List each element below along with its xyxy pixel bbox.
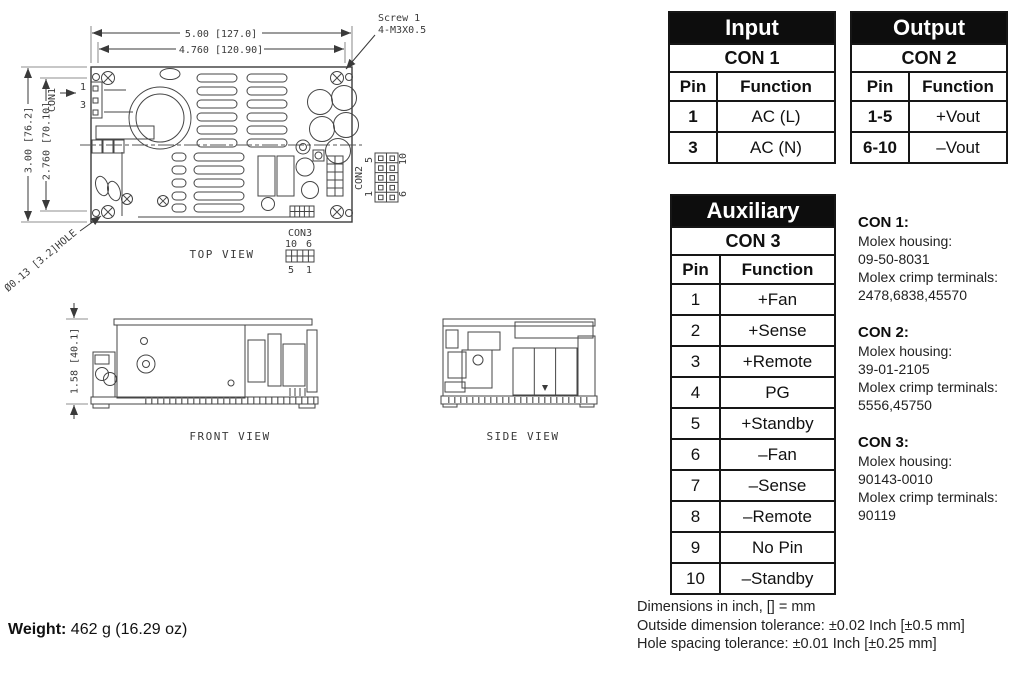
- con1-pin-1: 1: [79, 82, 87, 93]
- info-line: 09-50-8031: [858, 251, 930, 267]
- weight-label: Weight:: [8, 621, 67, 638]
- front-view-caption: FRONT VIEW: [189, 430, 271, 443]
- table-row: [669, 101, 835, 132]
- table-row: [671, 501, 835, 532]
- info-line: Molex crimp terminals:: [858, 379, 999, 395]
- function-cell: No Pin: [720, 532, 835, 563]
- pin-cell: 1: [671, 284, 720, 315]
- weight-line: [8, 621, 187, 639]
- table-row: [671, 377, 835, 408]
- con1-info-block: [858, 213, 1024, 304]
- top-view: [2, 13, 426, 294]
- input-table-title: Input: [669, 12, 835, 44]
- output-table: [850, 11, 1008, 164]
- info-line: 2478,6838,45570: [858, 287, 967, 303]
- pin-cell: 7: [671, 470, 720, 501]
- table-row: [669, 132, 835, 163]
- table-row: [671, 315, 835, 346]
- function-cell: PG: [720, 377, 835, 408]
- con2-pin-6: 6: [398, 190, 409, 198]
- pin-cell: 3: [671, 346, 720, 377]
- info-line: Molex housing:: [858, 343, 953, 359]
- weight-value: 462 g (16.29 oz): [66, 621, 188, 638]
- dimension-notes: [637, 598, 965, 654]
- table-row: [671, 439, 835, 470]
- table-row: [671, 284, 835, 315]
- con2-info-heading: CON 2:: [858, 324, 909, 341]
- table-row: [851, 132, 1007, 163]
- pin-cell: 8: [671, 501, 720, 532]
- con2-pin-5: 5: [364, 156, 375, 164]
- pin-cell: 1: [669, 101, 717, 132]
- side-view-body: [441, 319, 597, 407]
- con3-info-block: [858, 433, 1024, 524]
- auxiliary-table-connector: CON 3: [671, 227, 835, 255]
- info-line: 39-01-2105: [858, 361, 930, 377]
- info-line: 90143-0010: [858, 471, 933, 487]
- info-line: Molex crimp terminals:: [858, 269, 999, 285]
- function-cell: –Sense: [720, 470, 835, 501]
- front-view-body: [91, 319, 318, 408]
- auxiliary-table: [670, 194, 836, 595]
- info-line: Molex housing:: [858, 453, 953, 469]
- con3-label: CON3: [287, 228, 313, 239]
- pin-cell: 4: [671, 377, 720, 408]
- pcb-outline: [91, 67, 352, 222]
- con2-label: CON2: [354, 165, 365, 191]
- dim-width-inner: 4.760 [120.90]: [178, 45, 264, 56]
- connector-info: [858, 213, 1024, 543]
- input-col-function: Function: [717, 72, 835, 101]
- function-cell: AC (L): [717, 101, 835, 132]
- output-table-title: Output: [851, 12, 1007, 44]
- function-cell: –Remote: [720, 501, 835, 532]
- info-line: Molex housing:: [858, 233, 953, 249]
- screw-callout-line2: 4-M3X0.5: [378, 25, 427, 36]
- con3-detail: [285, 228, 314, 276]
- pin-cell: 1-5: [851, 101, 909, 132]
- con3-pin-6: 6: [305, 239, 313, 250]
- screw-leader: [346, 35, 375, 69]
- mechanical-drawing: [0, 0, 660, 470]
- pin-cell: 10: [671, 563, 720, 594]
- con1-pin-3: 3: [79, 100, 87, 111]
- function-cell: +Remote: [720, 346, 835, 377]
- table-row: [671, 346, 835, 377]
- function-cell: –Fan: [720, 439, 835, 470]
- function-cell: –Standby: [720, 563, 835, 594]
- con3-info-heading: CON 3:: [858, 434, 909, 451]
- dim-height-outer: 3.00 [76.2]: [23, 106, 35, 174]
- dim-front-height: 1.58 [40.1]: [69, 327, 81, 395]
- function-cell: +Vout: [909, 101, 1007, 132]
- con3-pin-10: 10: [284, 239, 298, 250]
- con3-pin-5: 5: [287, 265, 295, 276]
- con3-pin-1: 1: [305, 265, 313, 276]
- function-cell: –Vout: [909, 132, 1007, 163]
- table-row: [671, 532, 835, 563]
- input-col-pin: Pin: [669, 72, 717, 101]
- notes-line-3: Hole spacing tolerance: ±0.01 Inch [±0.25 mm]: [637, 636, 937, 652]
- con2-pin-1: 1: [364, 190, 375, 198]
- function-cell: +Fan: [720, 284, 835, 315]
- con2-info-block: [858, 323, 1024, 414]
- function-cell: AC (N): [717, 132, 835, 163]
- pin-cell: 2: [671, 315, 720, 346]
- screw-callout-line1: Screw 1: [378, 13, 421, 24]
- auxiliary-col-function: Function: [720, 255, 835, 284]
- vent-slots: [172, 74, 287, 212]
- table-row: [671, 470, 835, 501]
- pin-cell: 6: [671, 439, 720, 470]
- info-line: 90119: [858, 507, 896, 523]
- table-row: [851, 101, 1007, 132]
- con2-pin-10: 10: [398, 152, 409, 166]
- hole-callout: Ø0.13 [3.2]HOLE: [2, 227, 80, 295]
- con2-detail: [354, 153, 409, 202]
- pin-cell: 6-10: [851, 132, 909, 163]
- top-view-caption: TOP VIEW: [189, 248, 255, 261]
- output-col-pin: Pin: [851, 72, 909, 101]
- info-line: Molex crimp terminals:: [858, 489, 999, 505]
- pin-cell: 3: [669, 132, 717, 163]
- side-view-caption: SIDE VIEW: [486, 430, 560, 443]
- notes-line-2: Outside dimension tolerance: ±0.02 Inch [±0.5 mm]: [637, 617, 965, 634]
- output-table-connector: CON 2: [851, 44, 1007, 72]
- dim-width-outer: 5.00 [127.0]: [184, 29, 258, 40]
- function-cell: +Standby: [720, 408, 835, 439]
- function-cell: +Sense: [720, 315, 835, 346]
- table-row: [671, 408, 835, 439]
- side-view: [441, 319, 597, 443]
- table-row: [671, 563, 835, 594]
- input-table-connector: CON 1: [669, 44, 835, 72]
- output-col-function: Function: [909, 72, 1007, 101]
- con1-info-heading: CON 1:: [858, 214, 909, 231]
- auxiliary-table-title: Auxiliary: [671, 195, 835, 227]
- input-table: [668, 11, 836, 164]
- info-line: 5556,45750: [858, 397, 932, 413]
- pin-cell: 9: [671, 532, 720, 563]
- dim-height-inner: 2.760 [70.10]: [41, 101, 53, 181]
- con1-label: CON1: [47, 87, 58, 113]
- pin-cell: 5: [671, 408, 720, 439]
- front-view: [66, 303, 318, 443]
- auxiliary-col-pin: Pin: [671, 255, 720, 284]
- notes-line-1: Dimensions in inch, [] = mm: [637, 599, 816, 615]
- board-components-right: [258, 86, 359, 218]
